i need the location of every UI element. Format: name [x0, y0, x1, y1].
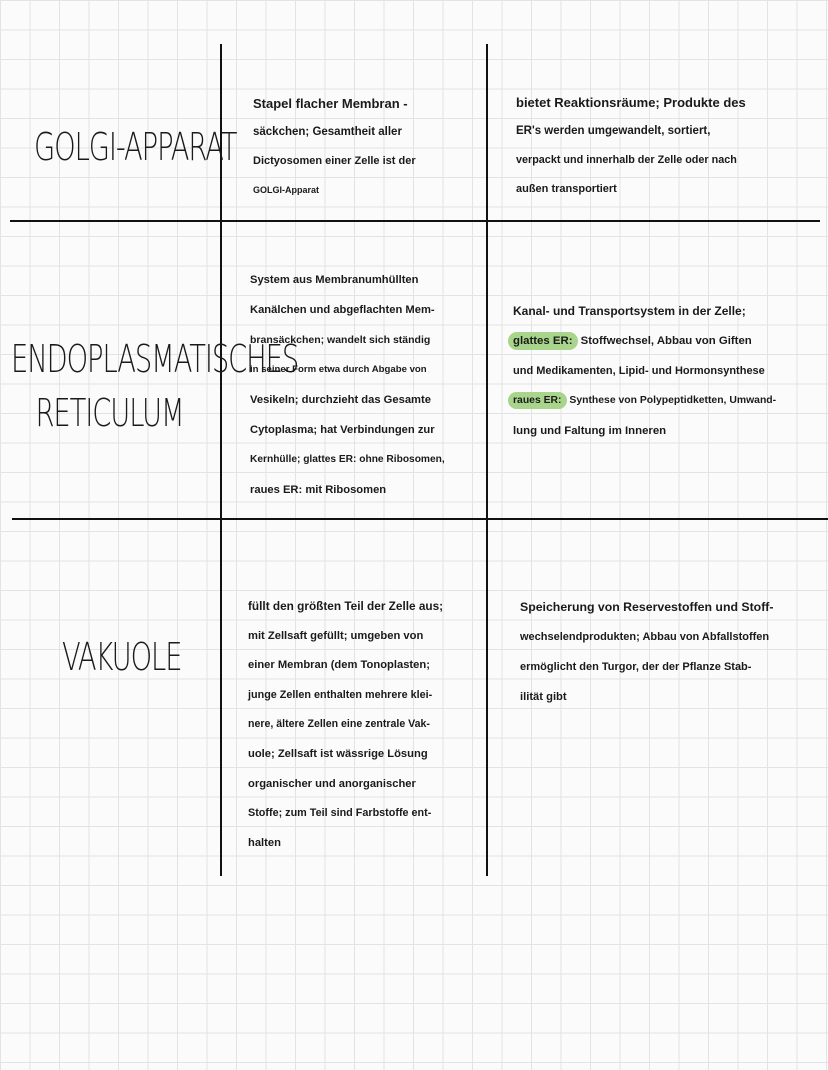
- text-line: raues ER: mit Ribosomen: [250, 484, 387, 496]
- text-line: ermöglicht den Turgor, der der Pflanze Stab-: [520, 661, 752, 673]
- text-line: halten: [248, 836, 281, 849]
- function-cell-er: [513, 296, 776, 446]
- text-line: einer Membran (dem Tonoplasten;: [248, 659, 430, 672]
- text-line: mit Zellsaft gefüllt; umgeben von: [248, 629, 424, 642]
- text-line: und Medikamenten, Lipid- und Hormonsynthese: [513, 365, 765, 377]
- text-line: Kanälchen und abgeflachten Mem-: [250, 304, 435, 316]
- text-line: bransäckchen; wandelt sich ständig: [250, 334, 431, 346]
- text-line: Vesikeln; durchzieht das Gesamte: [250, 394, 431, 406]
- text-line: verpackt und innerhalb der Zelle oder nach: [516, 154, 737, 166]
- text-line: [513, 386, 776, 416]
- text-line: ER's werden umgewandelt, sortiert,: [516, 125, 711, 137]
- text-line: säckchen; Gesamtheit aller: [253, 126, 402, 138]
- text-line: Speicherung von Reservestoffen und Stoff-: [520, 600, 774, 614]
- structure-cell-vakuole: [248, 592, 443, 858]
- text-line: Kanal- und Transportsystem in der Zelle;: [513, 304, 746, 318]
- text-line: Stoffe; zum Teil sind Farbstoffe ent-: [248, 807, 432, 820]
- row-title-vakuole: [62, 632, 181, 683]
- text-line: Kernhülle; glattes ER: ohne Ribosomen,: [250, 454, 445, 465]
- row-divider-2: [12, 518, 828, 520]
- row-title-golgi: [34, 122, 236, 173]
- structure-cell-golgi: [253, 89, 416, 205]
- function-cell-golgi: [516, 88, 746, 204]
- text-line: organischer und anorganischer: [248, 777, 416, 790]
- text-line: Cytoplasma; hat Verbindungen zur: [250, 424, 435, 436]
- text-line: außen transportiert: [516, 183, 617, 195]
- text-line: füllt den größten Teil der Zelle aus;: [248, 599, 444, 613]
- text-line: junge Zellen enthalten mehrere klei-: [248, 688, 433, 701]
- text-line: uole; Zellsaft ist wässrige Lösung: [248, 747, 428, 760]
- function-cell-vakuole: [520, 592, 773, 712]
- text-line: GOLGI-Apparat: [253, 185, 320, 195]
- column-divider-right: [486, 44, 488, 876]
- text-line-rest: Stoffwechsel, Abbau von Giften: [577, 335, 752, 347]
- text-line: ilität gibt: [520, 691, 567, 703]
- text-line: Stapel flacher Membran -: [253, 96, 408, 111]
- text-line: wechselendprodukten; Abbau von Abfallstoffen: [520, 631, 770, 643]
- text-line: nere, ältere Zellen eine zentrale Vak-: [248, 718, 430, 731]
- row-divider-1: [10, 220, 820, 222]
- structure-cell-er: [250, 265, 445, 505]
- text-line: [513, 326, 776, 356]
- text-line: Dictyosomen einer Zelle ist der: [253, 155, 416, 167]
- row-title-line: VAKUOLE: [62, 635, 182, 679]
- highlight-glattes-er: glattes ER:: [508, 332, 578, 350]
- row-title-line: RETICULUM: [35, 391, 184, 435]
- text-line: in seiner Form etwa durch Abgabe von: [250, 364, 427, 375]
- highlight-raues-er: raues ER:: [508, 392, 567, 409]
- row-title-line: ENDOPLASMATISCHES: [11, 337, 299, 381]
- text-line-rest: Synthese von Polypeptidketten, Umwand-: [566, 395, 777, 406]
- text-line: bietet Reaktionsräume; Produkte des: [516, 95, 746, 110]
- text-line: lung und Faltung im Inneren: [513, 425, 667, 437]
- text-line: System aus Membranumhüllten: [250, 274, 419, 286]
- row-title-line: GOLGI-APPARAT: [34, 125, 237, 169]
